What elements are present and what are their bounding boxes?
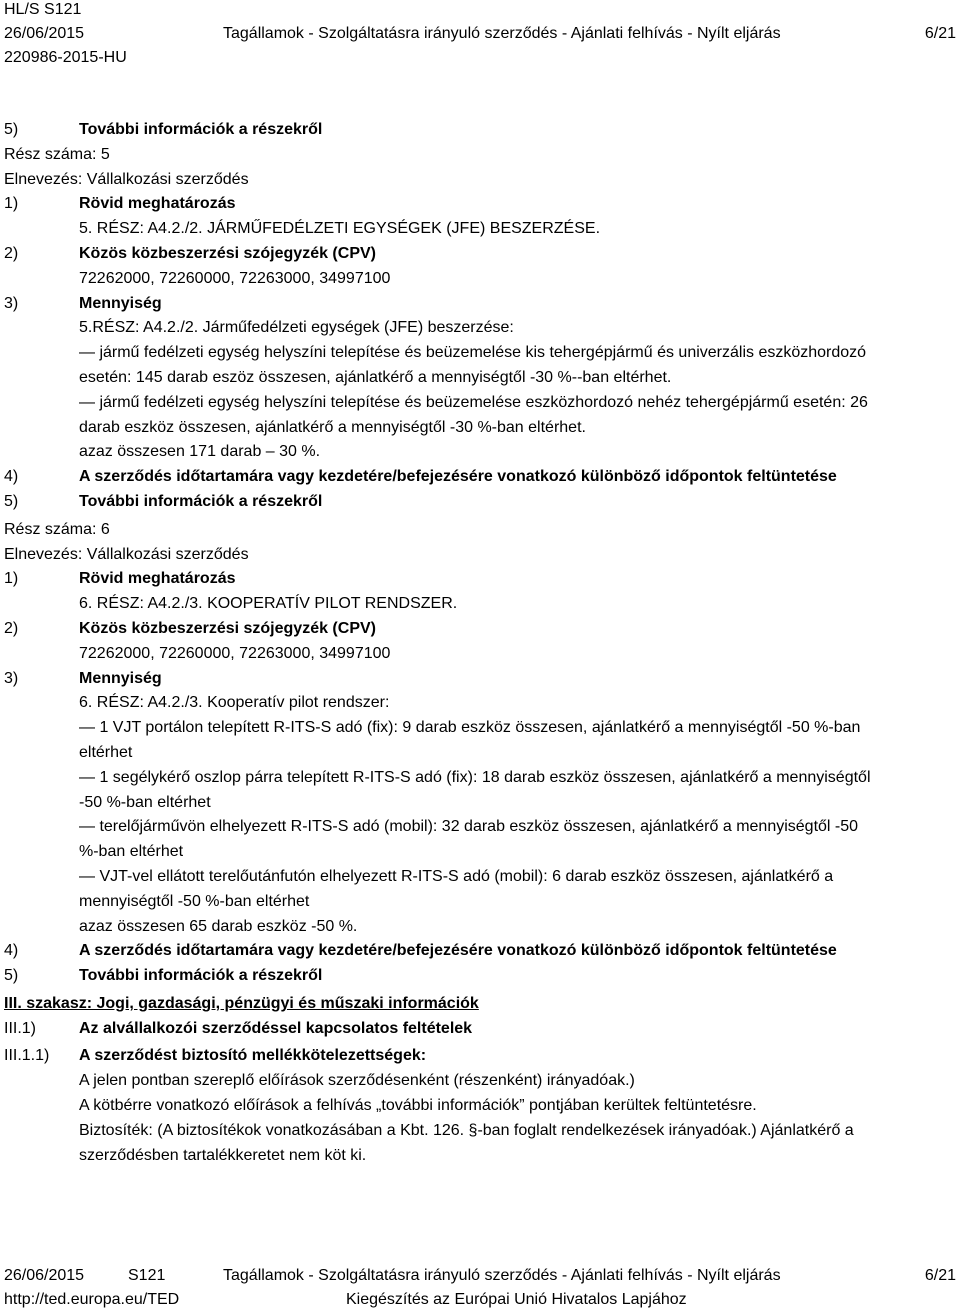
page-header: [4, 0, 956, 70]
part5-s4-heading: 4) A szerződés időtartamára vagy kezdetére/befejezésére vonatkozó különböző időpontok feltüntetése: [4, 468, 837, 486]
part6-s3-line: 6. RÉSZ: A4.2./3. Kooperatív pilot rendszer:: [79, 694, 390, 712]
header-doc-code: HL/S S121: [4, 1, 82, 18]
footer-url[interactable]: http://ted.europa.eu/TED: [4, 1291, 180, 1308]
footer-page-number: 6/21: [924, 1267, 956, 1284]
page-footer: [4, 1264, 956, 1312]
part5-s2-text: 72262000, 72260000, 72263000, 34997100: [79, 269, 391, 287]
header-title: Tagállamok - Szolgáltatásra irányuló szerződés - Ajánlati felhívás - Nyílt eljárás: [223, 25, 781, 42]
section3-1-1-line: szerződésben tartalékkeretet nem köt ki.: [79, 1146, 367, 1164]
part5-s3-line: — jármű fedélzeti egység helyszíni telepítése és beüzemelése kis tehergépjármű és univerzális eszközhordozó: [79, 344, 867, 362]
part5-s3-line: — jármű fedélzeti egység helyszíni telepítése és beüzemelése eszközhordozó nehéz tehergépjármű esetén: 26: [79, 393, 868, 411]
part5-s3-line: 5.RÉSZ: A4.2./2. Járműfedélzeti egységek (JFE) beszerzése:: [79, 319, 514, 337]
section3-1-1-line: Biztosíték: (A biztosítékok vonatkozásában a Kbt. 126. §-ban foglalt rendelkezések irányadóak.) Ajánlatkérő a: [79, 1121, 854, 1139]
section3-1-heading: III.1) Az alvállalkozói szerződéssel kapcsolatos feltételek: [4, 1019, 473, 1037]
part6-s3-heading: 3) Mennyiség: [4, 669, 162, 687]
section3-1-1-heading: III.1.1) A szerződést biztosító mellékkötelezettségek:: [4, 1047, 427, 1065]
part5-s1-text: 5. RÉSZ: A4.2./2. JÁRMŰFEDÉLZETI EGYSÉGEK (JFE) BESZERZÉSE.: [79, 220, 601, 238]
part6-s3-line: — 1 segélykérő oszlop párra telepített R-ITS-S adó (fix): 18 darab eszköz összesen, ajánlatkérő a mennyiségtől: [79, 768, 871, 786]
part5-s3-line: esetén: 145 darab eszöz összesen, ajánlatkérő a mennyiségtől -30 %--ban eltérhet.: [79, 368, 672, 386]
footer-code: S121: [128, 1267, 166, 1284]
part6-s2-text: 72262000, 72260000, 72263000, 34997100: [79, 644, 391, 662]
part6-s1-text: 6. RÉSZ: A4.2./3. KOOPERATÍV PILOT RENDSZER.: [79, 595, 458, 613]
part5-info-heading: 5) További információk a részekről: [4, 121, 323, 138]
part6-s3-line: mennyiségtől -50 %-ban eltérhet: [79, 892, 310, 910]
part6-s2-heading: 2) Közös közbeszerzési szójegyzék (CPV): [4, 619, 376, 637]
part5-s3-line: azaz összesen 171 darab – 30 %.: [79, 443, 321, 461]
part5-s5-heading: 5) További információk a részekről: [4, 492, 323, 510]
part6-s5-heading: 5) További információk a részekről: [4, 967, 323, 985]
header-reference: 220986-2015-HU: [4, 49, 127, 66]
footer-date: 26/06/2015: [4, 1267, 85, 1284]
part6-s3-line: eltérhet: [79, 743, 133, 761]
section3-1-1-line: A jelen pontban szereplő előírások szerződésenként (részenként) irányadóak.): [79, 1072, 635, 1090]
part6-s3-line: %-ban eltérhet: [79, 843, 184, 861]
part6-s4-heading: 4) A szerződés időtartamára vagy kezdetére/befejezésére vonatkozó különböző időpontok feltüntetése: [4, 942, 837, 960]
section3-title: III. szakasz: Jogi, gazdasági, pénzügyi és műszaki információk: [4, 994, 479, 1012]
part5-s2-heading: 2) Közös közbeszerzési szójegyzék (CPV): [4, 244, 376, 262]
part6-s3-line: azaz összesen 65 darab eszköz -50 %.: [79, 917, 358, 935]
part5-s3-heading: 3) Mennyiség: [4, 294, 162, 312]
part6-s3-line: — VJT-vel ellátott terelőutánfutón elhelyezett R-ITS-S adó (mobil): 6 darab eszköz összesen, ajánlatkérő a: [79, 867, 834, 885]
footer-publisher: Kiegészítés az Európai Unió Hivatalos Lapjához: [346, 1291, 687, 1308]
part5-s1-heading: 1) Rövid meghatározás: [4, 195, 236, 213]
part6-s3-line: — terelőjárművön elhelyezett R-ITS-S adó (mobil): 32 darab eszköz összesen, ajánlatkérő a mennyiségtől -50: [79, 818, 859, 836]
part6-s3-line: -50 %-ban eltérhet: [79, 793, 211, 811]
document-body: [4, 118, 956, 1168]
part6-s1-heading: 1) Rövid meghatározás: [4, 570, 236, 588]
footer-title: Tagállamok - Szolgáltatásra irányuló szerződés - Ajánlati felhívás - Nyílt eljárás: [223, 1267, 781, 1284]
section3-1-1-line: A kötbérre vonatkozó előírások a felhívás „további információk” pontjában kerültek feltüntetésre.: [79, 1097, 757, 1115]
header-page-number: 6/21: [924, 25, 956, 42]
part6-name: Elnevezés: Vállalkozási szerződés: [4, 545, 249, 563]
part6-s3-line: — 1 VJT portálon telepített R-ITS-S adó (fix): 9 darab eszköz összesen, ajánlatkérő a mennyiségtől -50 %-ban: [79, 719, 861, 737]
part6-number: Rész száma: 6: [4, 520, 110, 538]
part5-name: Elnevezés: Vállalkozási szerződés: [4, 170, 249, 188]
header-date: 26/06/2015: [4, 25, 85, 42]
part5-number: Rész száma: 5: [4, 145, 110, 163]
part5-s3-line: darab eszköz összesen, ajánlatkérő a mennyiségtől -30 %-ban eltérhet.: [79, 418, 586, 436]
